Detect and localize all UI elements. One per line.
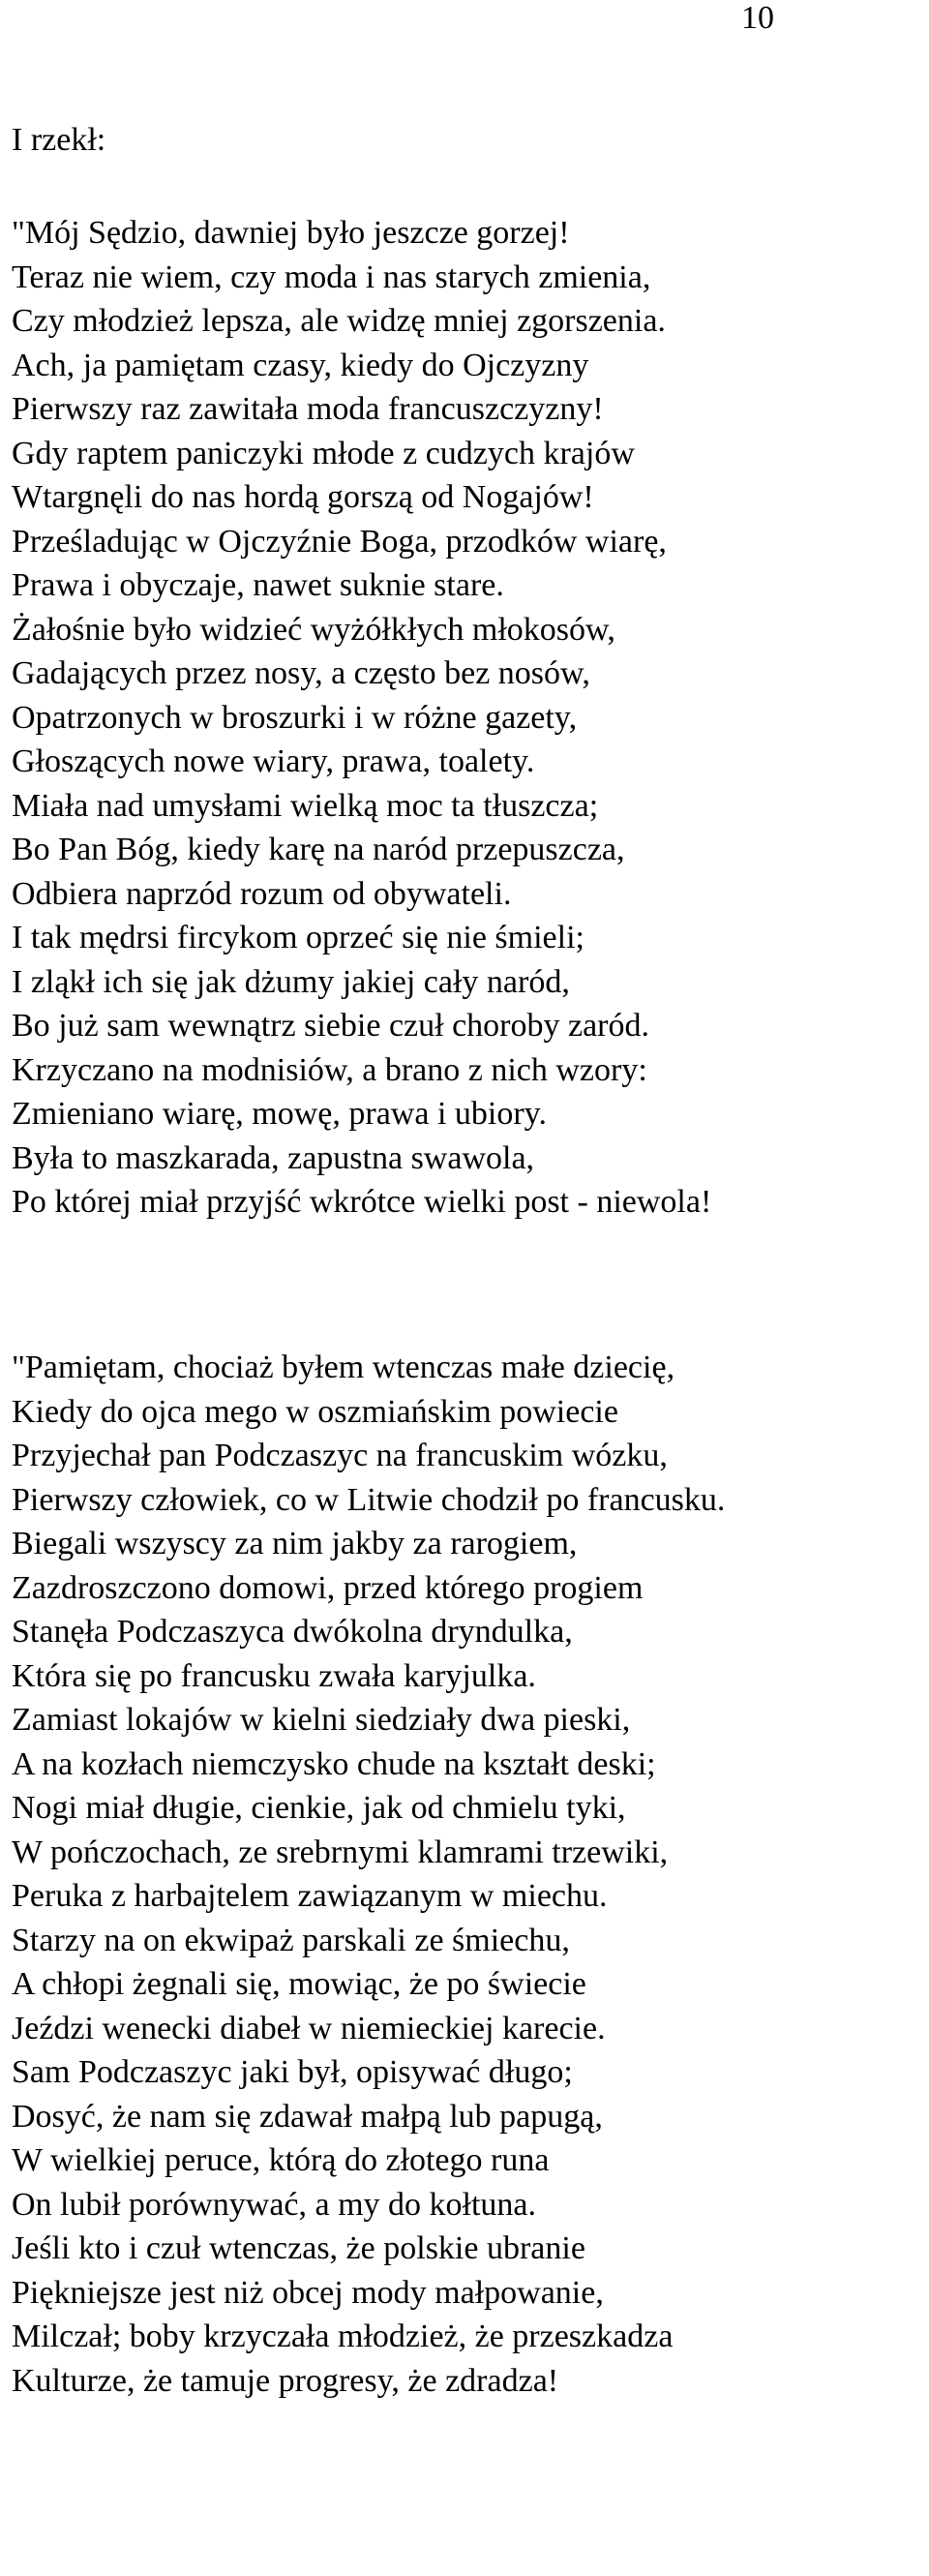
- verse-line: On lubił porównywać, a my do kołtuna.: [12, 2186, 537, 2223]
- verse-line: Prawa i obyczaje, nawet suknie stare.: [12, 567, 504, 603]
- verse-line: Nogi miał długie, cienkie, jak od chmielu tyki,: [12, 1790, 626, 1826]
- verse-line: Zamiast lokajów w kielni siedziały dwa pieski,: [12, 1702, 631, 1738]
- verse-line: Opatrzonych w broszurki i w różne gazety,: [12, 699, 578, 736]
- verse-line: A na kozłach niemczysko chude na kształt deski;: [12, 1745, 656, 1782]
- verse-line: Peruka z harbajtelem zawiązanym w miechu.: [12, 1878, 608, 1914]
- verse-line: Zazdroszczono domowi, przed którego progiem: [12, 1569, 644, 1606]
- verse-line: "Pamiętam, chociaż byłem wtenczas małe dziecię,: [12, 1349, 675, 1385]
- verse-line: Piękniejsze jest niż obcej mody małpowanie,: [12, 2274, 604, 2311]
- verse-line: Ach, ja pamiętam czasy, kiedy do Ojczyzny: [12, 347, 589, 383]
- verse-line: Żałośnie było widzieć wyżółkłych młokosów,: [12, 611, 615, 648]
- verse-line: Starzy na on ekwipaż parskali ze śmiechu,: [12, 1922, 570, 1958]
- page-number: 10: [741, 0, 774, 36]
- verse-line: Milczał; boby krzyczała młodzież, że przeszkadza: [12, 2318, 674, 2354]
- verse-line: Kiedy do ojca mego w oszmiańskim powiecie: [12, 1393, 618, 1430]
- verse-line: Zmieniano wiarę, mowę, prawa i ubiory.: [12, 1096, 547, 1132]
- verse-line: Dosyć, że nam się zdawał małpą lub papugą,: [12, 2098, 603, 2135]
- verse-line: Była to maszkarada, zapustna swawola,: [12, 1139, 535, 1176]
- verse-line: I zląkł ich się jak dżumy jakiej cały naród,: [12, 963, 570, 1000]
- verse-line: Pierwszy człowiek, co w Litwie chodził po francusku.: [12, 1481, 726, 1518]
- verse-line: Bo już sam wewnątrz siebie czuł choroby zaród.: [12, 1008, 649, 1044]
- verse-line: I tak mędrsi fircykom oprzeć się nie śmieli;: [12, 920, 584, 955]
- verse-line: Miała nad umysłami wielką moc ta tłuszcza;: [12, 787, 599, 824]
- verse-line: Wtargnęli do nas hordą gorszą od Nogajów!: [12, 479, 594, 515]
- verse-line: Kulturze, że tamuje progresy, że zdradza!: [12, 2362, 559, 2399]
- verse-line: Pierwszy raz zawitała moda francuszczyzny!: [12, 391, 604, 427]
- verse-line: Prześladując w Ojczyźnie Boga, przodków wiarę,: [12, 523, 667, 560]
- verse-line: W pończochach, ze srebrnymi klamrami trzewiki,: [12, 1834, 669, 1870]
- verse-line: W wielkiej peruce, którą do złotego runa: [12, 2142, 550, 2178]
- verse-line: Bo Pan Bóg, kiedy karę na naród przepuszcza,: [12, 832, 625, 867]
- verse-line: Głoszących nowe wiary, prawa, toalety.: [12, 743, 535, 779]
- verse-line: Gdy raptem paniczyki młode z cudzych krajów: [12, 435, 635, 471]
- verse-line: Biegali wszyscy za nim jakby za rarogiem,: [12, 1526, 578, 1561]
- speaker-intro: I rzekł:: [12, 122, 106, 158]
- verse-line: Jeździ wenecki diabeł w niemieckiej karecie.: [12, 2010, 606, 2046]
- verse-line: Sam Podczaszyc jaki był, opisywać długo;: [12, 2054, 573, 2090]
- verse-line: Odbiera naprzód rozum od obywateli.: [12, 875, 512, 912]
- stanza-1: [12, 211, 921, 1225]
- verse-line: Jeśli kto i czuł wtenczas, że polskie ubranie: [12, 2230, 585, 2266]
- verse-line: A chłopi żegnali się, mowiąc, że po świecie: [12, 1966, 586, 2002]
- verse-line: Krzyczano na modnisiów, a brano z nich wzory:: [12, 1051, 647, 1088]
- verse-line: Która się po francusku zwała karyjulka.: [12, 1657, 536, 1694]
- verse-line: Czy młodzież lepsza, ale widzę mniej zgorszenia.: [12, 303, 666, 339]
- stanza-2: [12, 1346, 921, 2403]
- verse-line: "Mój Sędzio, dawniej było jeszcze gorzej!: [12, 215, 570, 251]
- verse-line: Teraz nie wiem, czy moda i nas starych zmienia,: [12, 258, 651, 295]
- verse-line: Po której miał przyjść wkrótce wielki post - niewola!: [12, 1184, 712, 1220]
- verse-line: Stanęła Podczaszyca dwókolna dryndulka,: [12, 1614, 573, 1650]
- verse-line: Gadających przez nosy, a często bez nosów,: [12, 655, 590, 691]
- verse-line: Przyjechał pan Podczaszyc na francuskim wózku,: [12, 1438, 668, 1473]
